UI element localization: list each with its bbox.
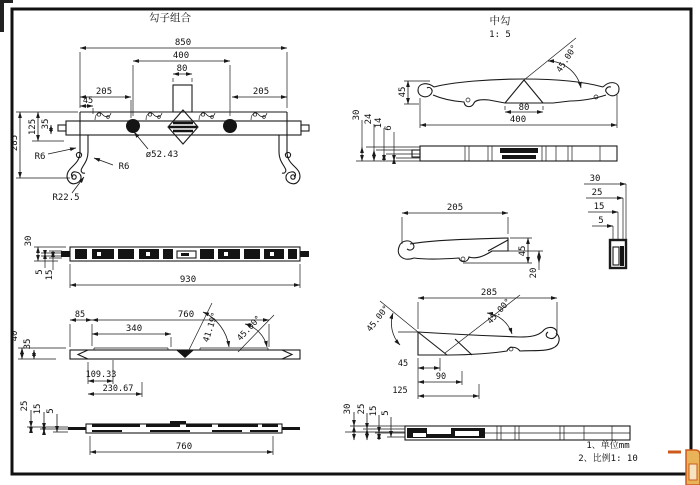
bar285-dimensions	[343, 404, 405, 440]
dim-label: 15	[45, 269, 55, 281]
dim-label: 109.33	[85, 370, 117, 380]
dim-label: 25	[20, 400, 30, 412]
dim-label: 30	[24, 235, 34, 247]
dim-label: 5	[381, 410, 391, 416]
hook285-dimensions	[365, 288, 557, 399]
dim-label: 20	[529, 267, 539, 279]
midhook-bar-dimensions	[352, 110, 420, 161]
dim-label: 15	[593, 202, 605, 212]
dim-label: 5	[46, 408, 56, 414]
hook205-profile	[398, 238, 508, 262]
dim-label: 80	[176, 64, 188, 74]
angle-label: 45.00°	[554, 43, 580, 75]
dim-label: 45	[518, 245, 528, 257]
dim-label: 80	[518, 103, 530, 113]
hook285-drawing	[365, 288, 559, 399]
bar760-drawing	[20, 401, 300, 455]
dim-label: 340	[125, 324, 143, 334]
section-part	[610, 240, 626, 268]
section-drawing	[584, 174, 626, 268]
dim-label: 6	[384, 125, 394, 131]
dim-label: 45	[82, 96, 94, 106]
dim-label: 35	[41, 118, 51, 130]
dim-label: 24	[364, 113, 374, 125]
note-units: 1、单位mm	[586, 441, 630, 451]
dim-label: 45	[397, 359, 409, 369]
dim-label: 30	[352, 109, 362, 121]
dim-label: 850	[174, 38, 192, 48]
bar930-drawing	[24, 236, 309, 288]
hook205-dimensions	[402, 203, 543, 278]
section-dimensions	[584, 174, 626, 240]
dim-label: 90	[435, 372, 447, 382]
dim-label: 125	[392, 386, 408, 396]
dim-label: 285	[480, 288, 498, 298]
angle-label: 45.00°	[485, 296, 514, 327]
dim-label: 30	[343, 403, 353, 415]
dim-label: 5	[598, 216, 604, 226]
dim-label: 30	[589, 174, 601, 184]
dim-label: 285	[10, 134, 20, 152]
hook285-profile	[418, 327, 559, 355]
dim-label: 760	[177, 310, 195, 320]
radius-label: R6	[118, 162, 130, 172]
profile760-shape	[70, 348, 300, 359]
drawing-notes	[578, 439, 638, 464]
dim-label: 930	[179, 275, 197, 285]
dim-label: 45	[398, 86, 408, 98]
dim-label: 15	[369, 405, 379, 417]
dim-label: 205	[252, 87, 270, 97]
bar285-pattern	[407, 426, 630, 440]
dim-label: 5	[35, 269, 45, 275]
radius-label: R6	[34, 152, 46, 162]
assembly-profile	[58, 85, 309, 184]
bar760-dimensions	[20, 401, 273, 455]
midhook-title: 中勾	[489, 15, 511, 27]
dim-label: 760	[175, 442, 193, 452]
midhook-drawing	[352, 14, 619, 161]
dim-label: 25	[591, 188, 603, 198]
bar930-dimensions	[24, 236, 300, 288]
bar285-drawing	[343, 404, 630, 440]
watermark-logo	[668, 450, 700, 485]
profile760-drawing	[10, 303, 300, 397]
dim-label: 85	[74, 310, 86, 320]
midhook-scale: 1: 5	[489, 30, 511, 40]
bar760-pattern	[92, 421, 278, 432]
dim-label: 205	[95, 87, 113, 97]
angle-label: 45.00°	[235, 313, 264, 344]
bar930-pattern	[75, 249, 297, 259]
dim-label: 400	[509, 115, 527, 125]
dim-label: 230.67	[102, 384, 134, 394]
dim-label: 14	[374, 117, 384, 129]
assembly-drawing	[10, 11, 309, 203]
pin-left	[126, 119, 140, 133]
dim-label: 400	[172, 51, 190, 61]
dim-label: 25	[357, 403, 367, 415]
hook205-drawing	[398, 203, 543, 278]
diameter-label: ø52.43	[145, 150, 179, 160]
note-scale: 2、比例1: 10	[578, 454, 638, 464]
assembly-title: 勾子组合	[149, 12, 191, 24]
angle-label: 45.00°	[365, 303, 392, 334]
pin-right	[223, 119, 237, 133]
dim-label: 35	[23, 338, 33, 350]
midhook-bar-section	[412, 146, 617, 161]
dim-label: 15	[33, 403, 43, 415]
angle-label: 41.19°	[201, 311, 221, 344]
dim-label: 205	[446, 203, 464, 213]
dim-label: 40	[10, 330, 20, 342]
dim-label: 125	[28, 118, 38, 136]
radius-label: R22.5	[52, 193, 80, 203]
